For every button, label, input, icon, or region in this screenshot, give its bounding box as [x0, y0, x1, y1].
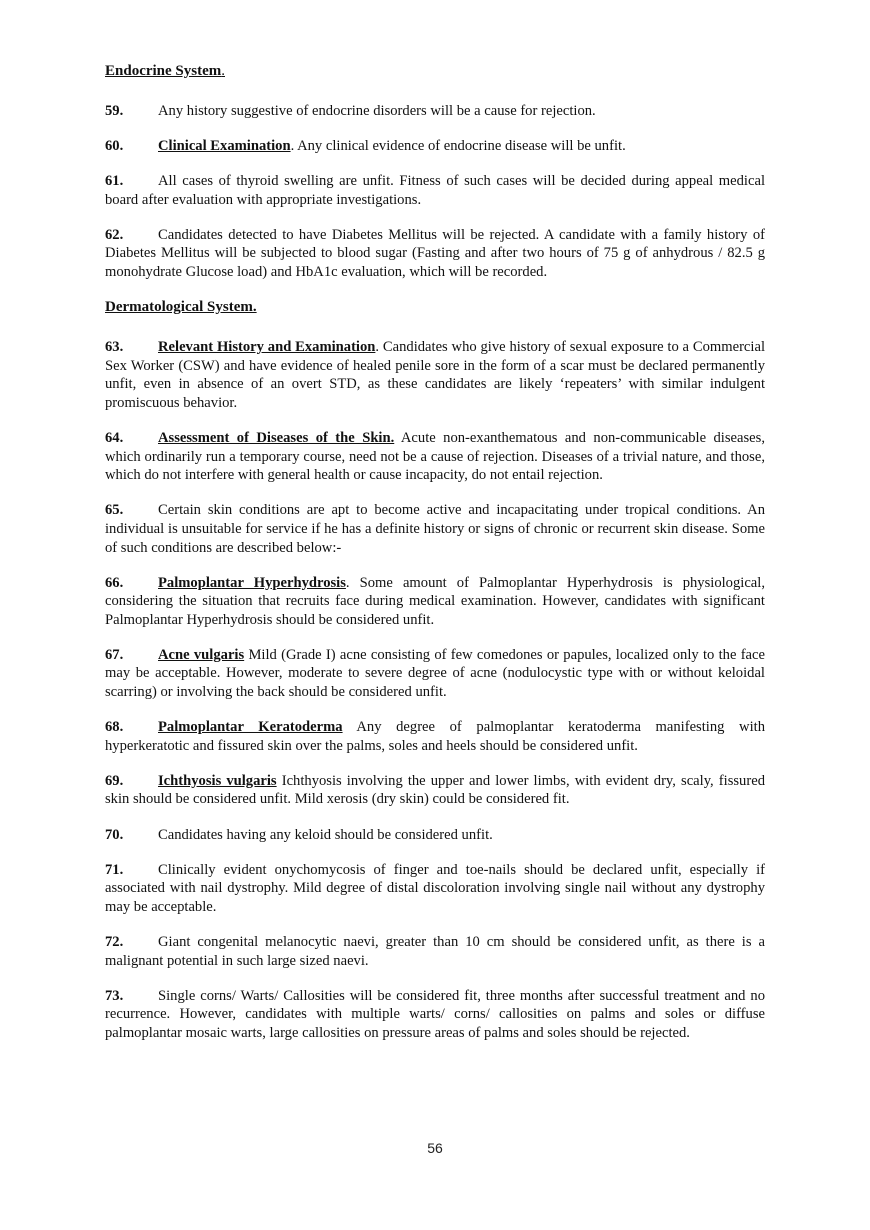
paragraph-73 — [105, 987, 765, 1043]
paragraph-number: 60. — [105, 138, 124, 155]
paragraph-title: Palmoplantar Hyperhydrosis — [158, 574, 346, 591]
paragraph-number: 59. — [105, 103, 124, 119]
paragraph-number: 62. — [105, 226, 124, 243]
section-heading: Dermatological System. — [105, 299, 257, 316]
paragraph-number: 69. — [105, 772, 124, 789]
paragraph-69 — [105, 772, 765, 809]
paragraph-text: Single corns/ Warts/ Callosities will be considered fit, three months after successful treatment and no recurrence. However, candidates with multiple warts/ corns/ callosities on palms and soles or diffuse palmoplantar mosaic warts, large callosities on pressure areas of palms and soles should be rejected. — [105, 987, 765, 1041]
paragraph-title: Clinical Examination — [158, 138, 291, 155]
paragraph-59 — [105, 102, 765, 121]
paragraph-number: 66. — [105, 574, 124, 591]
paragraph-number: 67. — [105, 646, 124, 663]
paragraph-number: 63. — [105, 339, 124, 356]
paragraph-number: 65. — [105, 502, 124, 519]
paragraph-text: Ichthyosis involving the upper and lower limbs, with evident dry, scaly, fissured skin should be considered unfit. Mild xerosis (dry skin) could be considered fit. — [105, 772, 765, 808]
document-body — [105, 62, 765, 1059]
paragraph-number: 68. — [105, 719, 124, 736]
paragraph-70 — [105, 826, 765, 845]
paragraph-title: Assessment of Diseases of the Skin. — [158, 430, 395, 447]
paragraph-text: Any history suggestive of endocrine disorders will be a cause for rejection. — [158, 103, 596, 119]
paragraph-text: Any clinical evidence of endocrine disease will be unfit. — [294, 138, 626, 155]
paragraph-text: Certain skin conditions are apt to become active and incapacitating under tropical conditions. An individual is unsuitable for service if he has a definite history or signs of chronic or recurrent skin disease. Some of such conditions are described below:- — [105, 502, 765, 556]
paragraph-title: Palmoplantar Keratoderma — [158, 719, 343, 736]
paragraph-67 — [105, 646, 765, 702]
paragraph-text: Some amount of Palmoplantar Hyperhydrosis is physiological, considering the situation that recruits face during medical examination. However, candidates with significant Palmoplantar Hyperhydrosis should be considered unfit. — [105, 574, 765, 628]
paragraph-64 — [105, 429, 765, 485]
paragraph-title: Acne vulgaris — [158, 646, 245, 663]
paragraph-62 — [105, 226, 765, 282]
paragraph-text: All cases of thyroid swelling are unfit. Fitness of such cases will be decided during appeal medical board after evaluation with appropriate investigations. — [105, 173, 765, 208]
paragraph-65 — [105, 501, 765, 557]
paragraph-66: 66. Palmoplantar Hyperhydrosis. Some amount of Palmoplantar Hyperhydrosis is physiological, considering the situation that recruits face during medical examination. However, candidates with significant Palmoplantar Hyperhydrosis should be considered unfit. — [105, 574, 765, 628]
paragraph-68 — [105, 718, 765, 755]
paragraph-number: 72. — [105, 933, 124, 950]
paragraph-60: 60. Clinical Examination. Any clinical evidence of endocrine disease will be unfit. — [105, 138, 626, 155]
paragraph-71 — [105, 861, 765, 917]
paragraph-number: 70. — [105, 826, 124, 843]
paragraph-text: Mild (Grade I) acne consisting of few comedones or papules, localized only to the face may be acceptable. However, moderate to severe degree of acne (nodulocystic type with or without keloidal scarring) or involving the back should be considered unfit. — [105, 646, 765, 701]
paragraph-text: Candidates having any keloid should be considered unfit. — [158, 826, 493, 843]
paragraph-text: Giant congenital melanocytic naevi, greater than 10 cm should be considered unfit, as there is a malignant potential in such large sized naevi. — [105, 933, 765, 969]
paragraph-text: Candidates detected to have Diabetes Mellitus will be rejected. A candidate with a family history of Diabetes Mellitus will be subjected to blood sugar (Fasting and after two hours of 75 g of anhydrous / 82.5 g monohydrate Glucose load) and HbA1c evaluation, which will be recorded. — [105, 226, 765, 281]
paragraph-text: Acute non-exanthematous and non-communicable diseases, which ordinarily run a temporary course, need not be a cause of rejection. Diseases of a trivial nature, and those, which do not interfere with general health or cause incapacity, do not entail rejection. — [105, 430, 765, 484]
paragraph-61 — [105, 172, 765, 209]
paragraph-number: 61. — [105, 173, 124, 190]
paragraph-text: Clinically evident onychomycosis of finger and toe-nails should be declared unfit, especially if associated with nail dystrophy. Mild degree of distal discoloration involving single nail without any dystrophy may be acceptable. — [105, 861, 765, 915]
paragraph-text: Candidates who give history of sexual exposure to a Commercial Sex Worker (CSW) and have evidence of healed penile sore in the form of a scar must be declared permanently unfit, even in absence of an overt STD, as these candidates are likely ‘repeaters’ with similar indulgent promiscuous behavior. — [105, 339, 765, 411]
paragraph-number: 73. — [105, 987, 124, 1004]
paragraph-number: 71. — [105, 861, 124, 878]
section-endocrine — [105, 62, 765, 282]
paragraph-text: Any degree of palmoplantar keratoderma manifesting with hyperkeratotic and fissured skin over the palms, soles and heels should be considered unfit. — [105, 719, 765, 754]
paragraph-number: 64. — [105, 430, 124, 447]
paragraph-title: Relevant History and Examination — [158, 339, 376, 356]
section-dermatological — [105, 298, 765, 1042]
paragraph-72 — [105, 933, 765, 970]
page-number: 56 — [427, 1140, 443, 1156]
paragraph-63: 63. Relevant History and Examination. Candidates who give history of sexual exposure to a Commercial Sex Worker (CSW) and have evidence of healed penile sore in the form of a scar must be declared permanently unfit, even in absence of an overt STD, as these candidates are likely ‘repeaters’ with similar indulgent promiscuous behavior. — [105, 339, 765, 411]
section-heading: Endocrine System. — [105, 63, 225, 79]
paragraph-title: Ichthyosis vulgaris — [158, 772, 277, 789]
